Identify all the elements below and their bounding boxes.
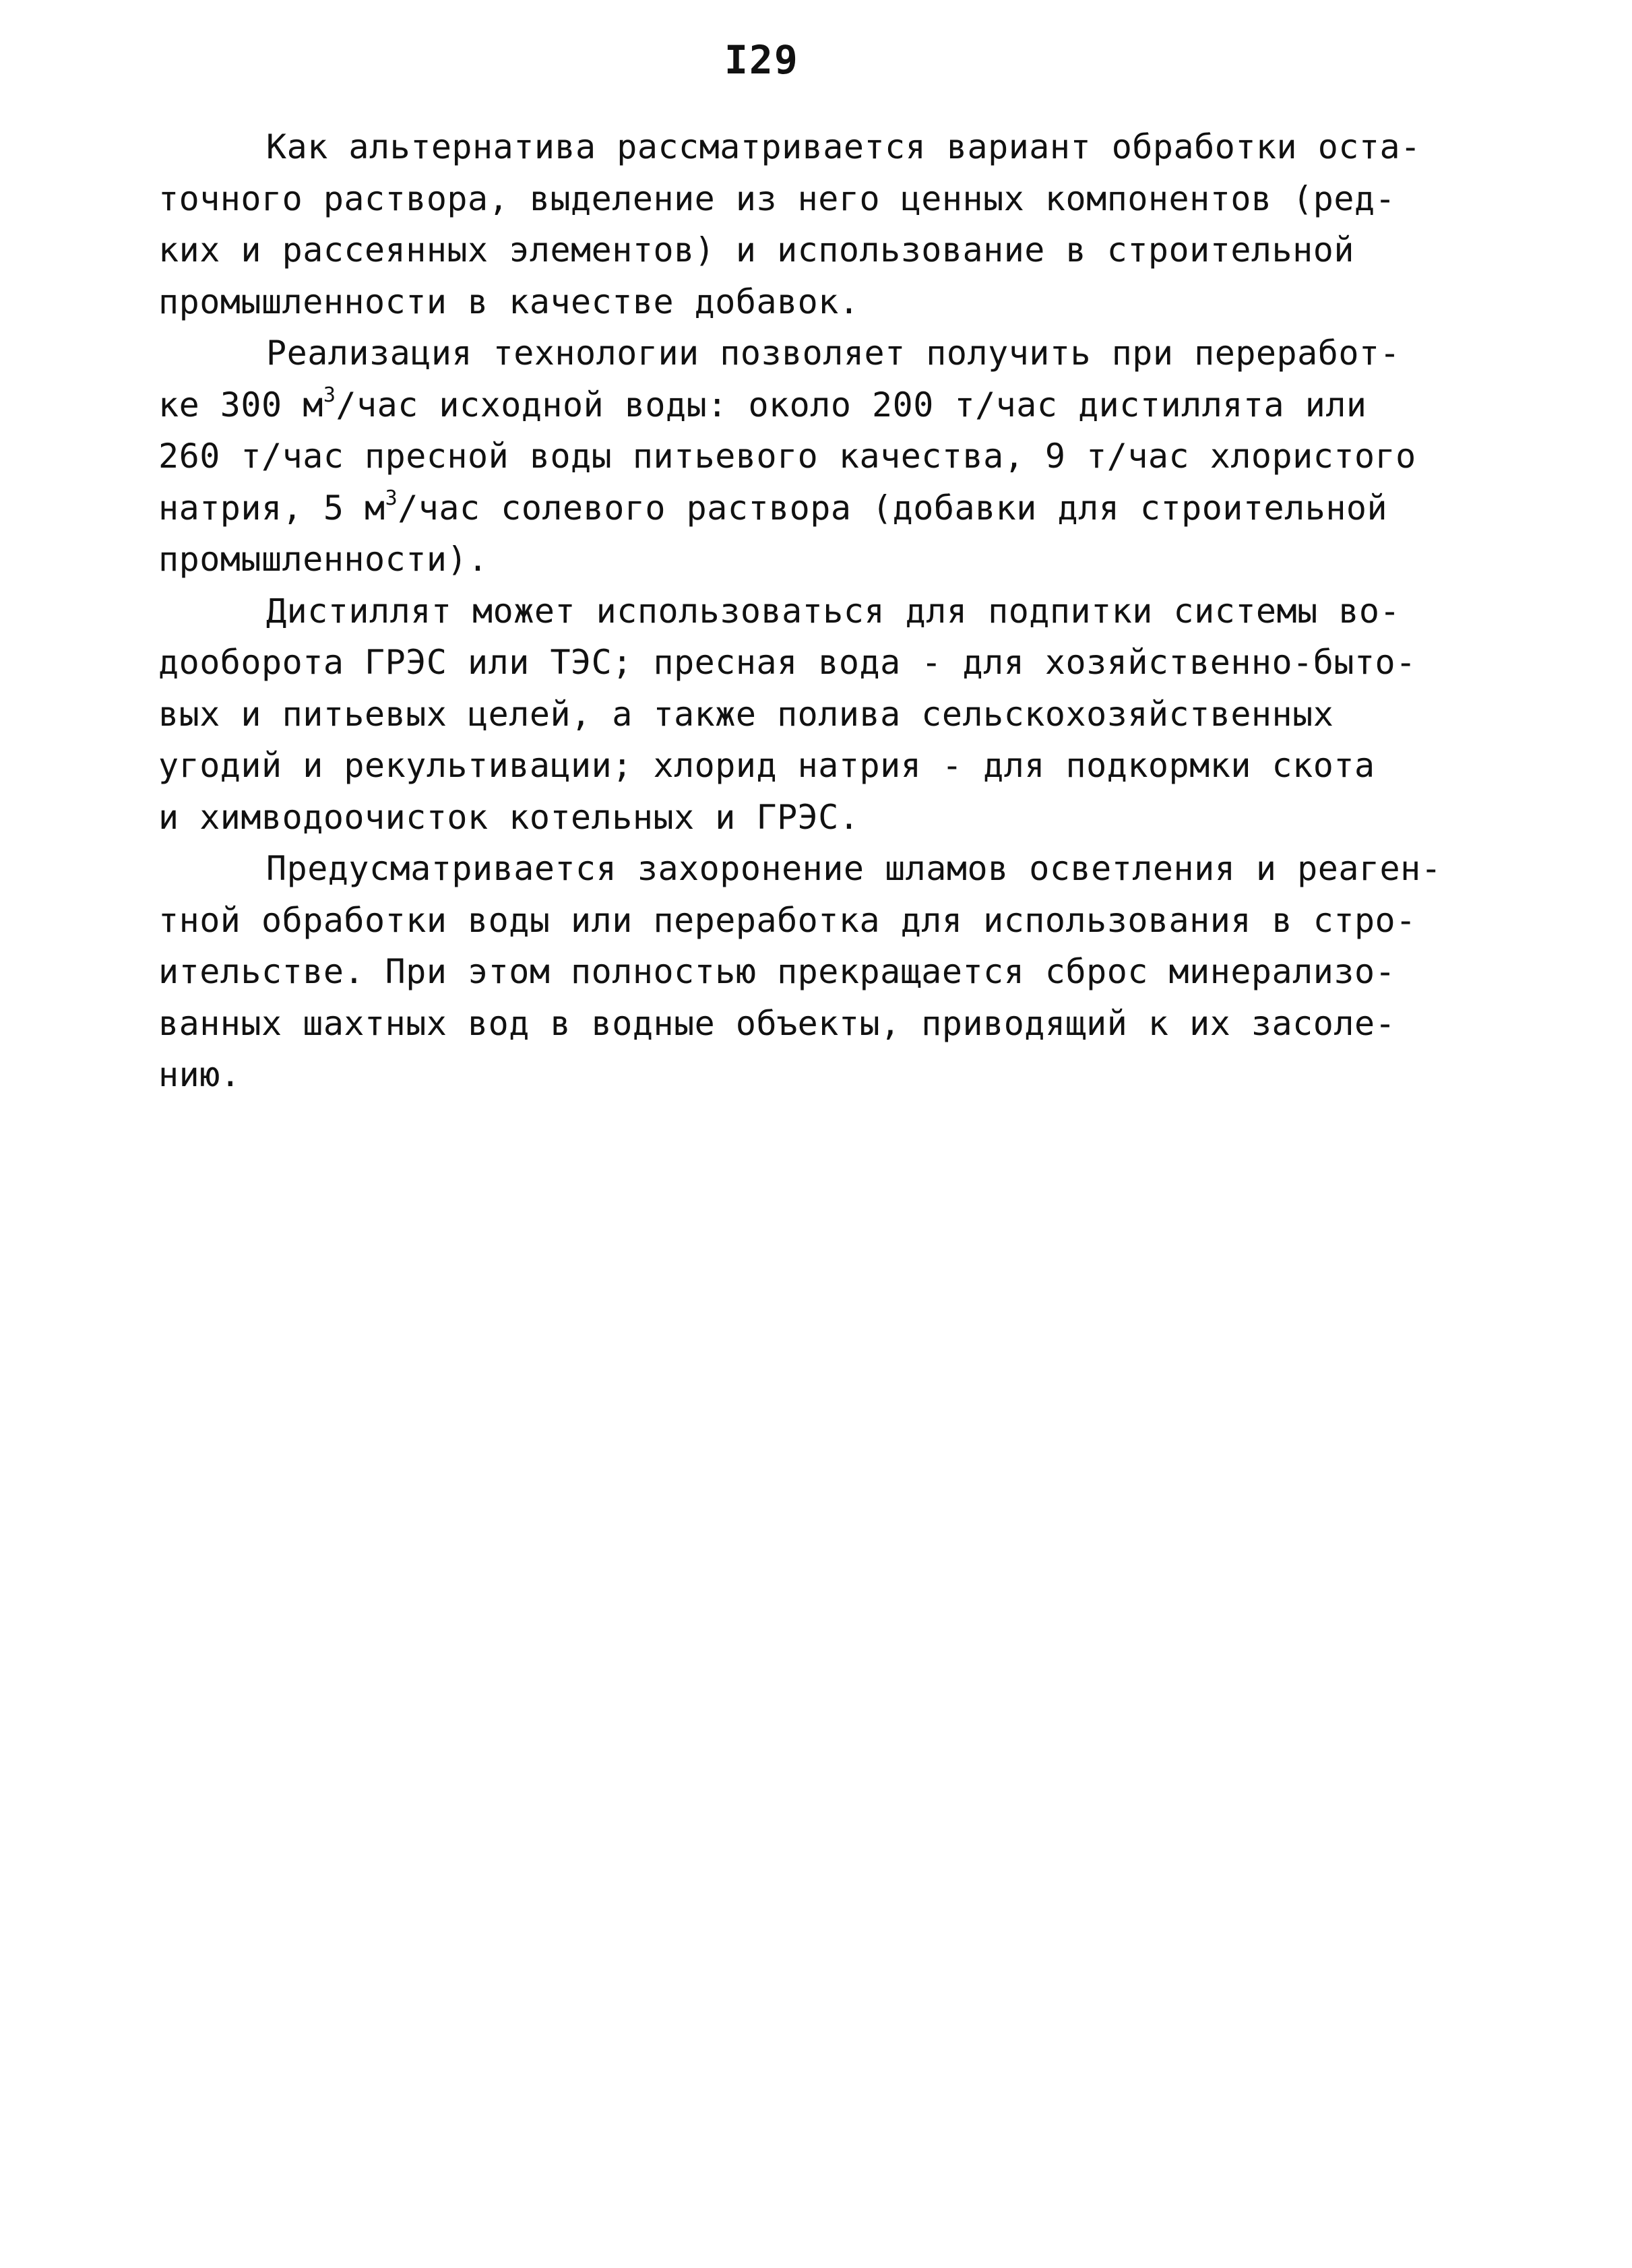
superscript: 3 xyxy=(385,486,398,510)
superscript: 3 xyxy=(323,383,336,407)
text-line: вых и питьевых целей, а также полива сельскохозяйственных xyxy=(158,694,1334,734)
text-line: ительстве. При этом полностью прекращается сброс минерализо- xyxy=(158,952,1396,991)
text-line: угодий и рекультивации; хлорид натрия - для подкормки скота xyxy=(158,746,1375,785)
text-line-with-superscript xyxy=(158,379,1499,431)
text-line-with-superscript xyxy=(158,482,1499,534)
text-segment: ке 300 м xyxy=(158,385,323,424)
text-line: точного раствора, выделение из него ценных компонентов (ред- xyxy=(158,179,1396,218)
page-number: I29 xyxy=(724,37,799,83)
paragraph-product-usage xyxy=(158,586,1499,844)
text-line: промышленности в качестве добавок. xyxy=(158,282,860,321)
text-line: Как альтернатива рассматривается вариант обработки оста- xyxy=(266,127,1421,166)
paragraph-alternative xyxy=(158,121,1499,327)
text-line: Дистиллят может использоваться для подпитки системы во- xyxy=(266,591,1401,631)
text-line: ких и рассеянных элементов) и использование в строительной xyxy=(158,230,1354,270)
paragraph-sludge-disposal xyxy=(158,843,1499,1101)
text-segment: /час исходной воды: около 200 т/час дистиллята или xyxy=(336,385,1367,424)
text-line: ванных шахтных вод в водные объекты, приводящий к их засоле- xyxy=(158,1003,1396,1043)
paragraph-technology-output xyxy=(158,327,1499,586)
text-line: нию. xyxy=(158,1055,241,1094)
text-line: дооборота ГРЭС или ТЭС; пресная вода - для хозяйственно-быто- xyxy=(158,643,1416,682)
body-text xyxy=(158,121,1499,1101)
text-line: тной обработки воды или переработка для использования в стро- xyxy=(158,900,1416,940)
text-line: промышленности). xyxy=(158,540,489,579)
text-line: Реализация технологии позволяет получить при переработ- xyxy=(266,334,1401,373)
text-segment: натрия, 5 м xyxy=(158,488,385,528)
text-line: и химводоочисток котельных и ГРЭС. xyxy=(158,797,860,837)
text-line: Предусматривается захоронение шламов осветления и реаген- xyxy=(266,849,1442,888)
text-line: 260 т/час пресной воды питьевого качества, 9 т/час хлористого xyxy=(158,437,1416,476)
text-segment: /час солевого раствора (добавки для строительной xyxy=(398,488,1388,528)
